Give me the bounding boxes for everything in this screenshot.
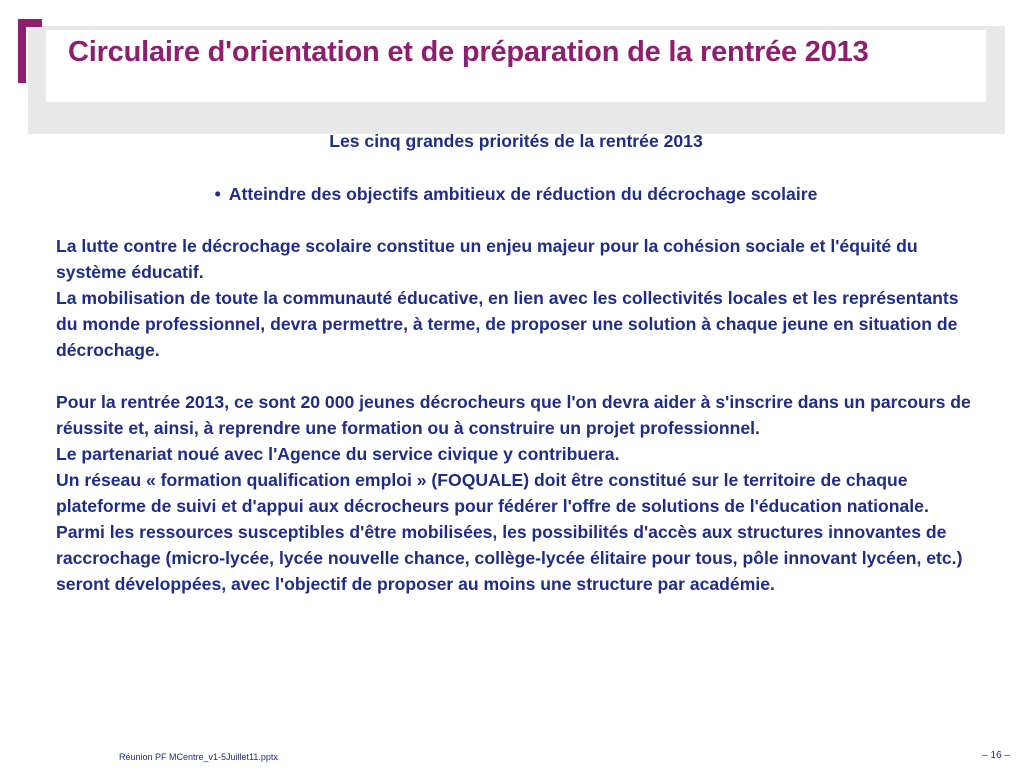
paragraph: Un réseau « formation qualification emploi » (FOQUALE) doit être constitué sur le territoire de chaque plateforme de suivi et d'appui aux décrocheurs pour fédérer l'offre de solutions de l'éducation nationale. [56,470,929,516]
bullet-dot-icon: • [214,184,221,204]
paragraph: La mobilisation de toute la communauté éducative, en lien avec les collectivités locales et les représentants du monde professionnel, devra permettre, à terme, de proposer une solution à chaque jeune en situation de décrochage. [56,288,959,360]
spacer [56,363,976,389]
slide-content [56,128,976,597]
paragraph: Le partenariat noué avec l'Agence du service civique y contribuera. [56,444,620,464]
paragraph: Pour la rentrée 2013, ce sont 20 000 jeunes décrocheurs que l'on devra aider à s'inscrire dans un parcours de réussite et, ainsi, à reprendre une formation ou à construire un projet professionnel. [56,392,971,438]
priority-bullet [56,181,976,207]
bracket-horizontal [18,19,42,27]
bracket-decoration [18,19,42,83]
slide-title: Circulaire d'orientation et de préparation de la rentrée 2013 [68,36,869,68]
paragraph: Parmi les ressources susceptibles d'être mobilisées, les possibilités d'accès aux structures innovantes de raccrochage (micro-lycée, lycée nouvelle chance, collège-lycée élitaire pour tous, pôle innovant lycéen, etc.) seront développées, avec l'objectif de proposer au moins une structure par académie. [56,522,963,594]
page-number: – 16 – [982,750,1010,761]
footer-filename: Réunion PF MCentre_v1-5Juillet11.pptx [119,752,278,762]
slide-subtitle: Les cinq grandes priorités de la rentrée 2013 [329,131,703,151]
bracket-vertical [18,19,26,83]
paragraph: La lutte contre le décrochage scolaire constitue un enjeu majeur pour la cohésion sociale et l'équité du système éducatif. [56,236,918,282]
priority-bullet-text: Atteindre des objectifs ambitieux de réduction du décrochage scolaire [228,184,818,204]
